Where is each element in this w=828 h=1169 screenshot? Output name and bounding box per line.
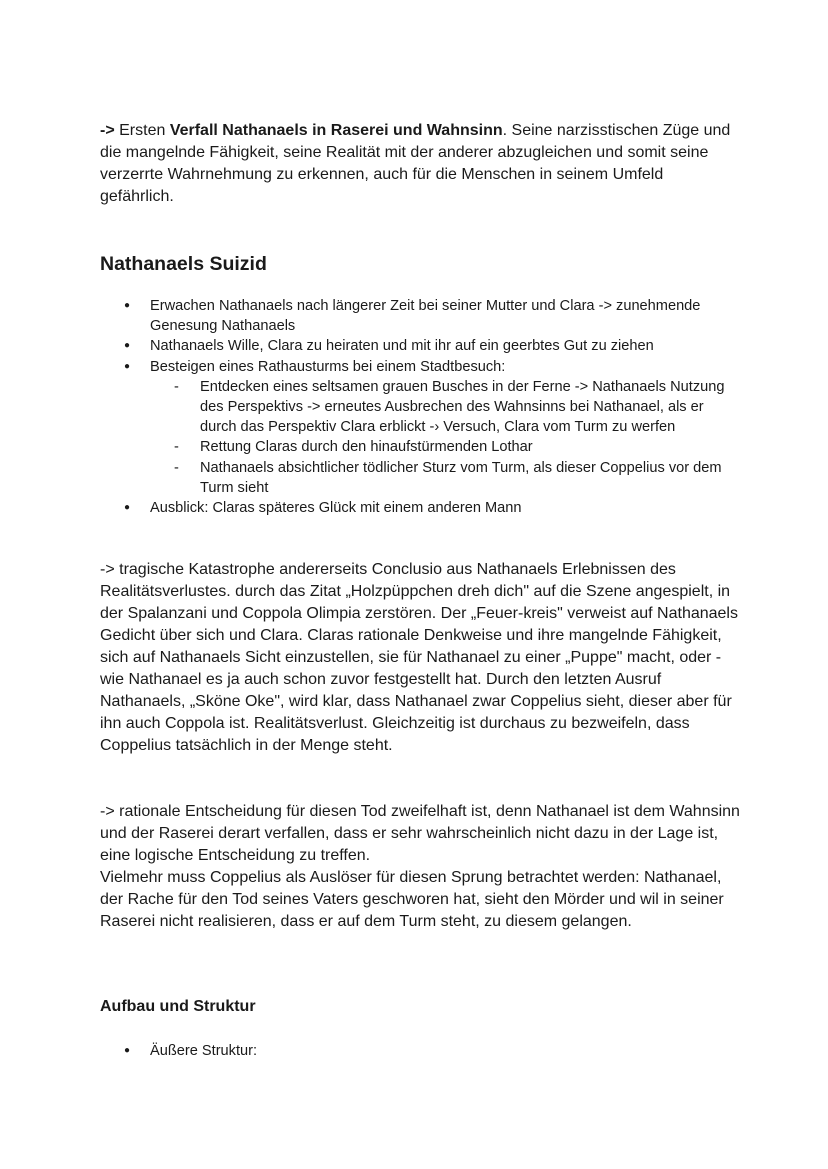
list-item: ● Nathanaels Wille, Clara zu heiraten und mit ihr auf ein geerbtes Gut zu ziehen (100, 336, 740, 356)
intro-paragraph (100, 120, 740, 208)
list-item (100, 1041, 257, 1061)
list-item-label: Äußere Struktur: (150, 1043, 258, 1059)
sub-list-item: - Rettung Claras durch den hinaufstürmenden Lothar (150, 437, 740, 457)
intro-arrow: -> (100, 122, 115, 139)
list-item: ● Ausblick: Claras späteres Glück mit einem anderen Mann (100, 498, 740, 518)
list-item (100, 357, 740, 498)
sub-list-item: - Entdecken eines seltsamen grauen Busches in der Ferne -> Nathanaels Nutzung des Perspektivs -> erneutes Ausbrechen des Wahnsinns bei Nathanael, als er durch das Perspektiv Clara erblickt -› Versuch, Clara vom Turm zu werfen (150, 377, 740, 438)
bullet-dot: ● (124, 1045, 131, 1056)
trigger-paragraph: Vielmehr muss Coppelius als Auslöser für diesen Sprung betrachtet werden: Nathanael, der Rache für den Tod seines Vaters geschworen hat, sieht den Mörder und wil in seiner Raserei nicht realisieren, dass er auf dem Turm steht, zu diesem gelangen. (100, 869, 724, 930)
sub-list (150, 377, 740, 498)
list-item: ● Erwachen Nathanaels nach längerer Zeit bei seiner Mutter und Clara -> zunehmende Genesung Nathanaels (100, 296, 740, 336)
section-heading-aufbau: Aufbau und Struktur (100, 998, 256, 1015)
analysis-paragraph: -> tragische Katastrophe andererseits Conclusio aus Nathanaels Erlebnissen des Realitätsverlustes. durch das Zitat „Holzpüppchen dreh dich" auf die Szene angespielt, in der Spalanzani und Coppola Olimpia zerstören. Der „Feuer-kreis" verweist auf Nathanaels Gedicht über sich und Clara. Claras rationale Denkweise und ihre mangelnde Fähigkeit, sich auf Nathanaels Sicht einzustellen, sie für Nathanael zu einer „Puppe" macht, oder - wie Nathanael es ja auch schon zuvor festgestellt hat. Durch den letzten Ausruf Nathanaels, „Sköne Oke", wird klar, dass Nathanael zwar Coppelius sieht, dieser aber für ihn auch Coppola ist. Realitätsverlust. Gleichzeitig ist durchaus zu bezweifeln, dass Coppelius tatsächlich in der Menge steht. (100, 561, 738, 754)
intro-pre: Ersten (114, 122, 170, 139)
sub-list-item: - Nathanaels absichtlicher tödlicher Sturz vom Turm, als dieser Coppelius vor dem Turm sieht (150, 458, 740, 498)
list-item-label: Besteigen eines Rathausturms bei einem Stadtbesuch: (150, 358, 506, 375)
section-heading-suizid: Nathanaels Suizid (100, 253, 267, 275)
decision-paragraph: -> rationale Entscheidung für diesen Tod zweifelhaft ist, denn Nathanael ist dem Wahnsinn und der Raserei derart verfallen, dass er sehr wahrscheinlich nicht dazu in der Lage ist, eine logische Entscheidung zu treffen. (100, 803, 740, 864)
suizid-bullet-list (100, 296, 740, 518)
intro-post: . Seine narzisstischen Züge und die mangelnde Fähigkeit, seine Realität mit der anderer abzugleichen und somit seine verzerrte Wahrnehmung zu erkennen, auch für die Menschen in seinem Umfeld gefährlich. (100, 122, 731, 205)
intro-bold-phrase: Verfall Nathanaels in Raserei und Wahnsinn (169, 122, 503, 139)
